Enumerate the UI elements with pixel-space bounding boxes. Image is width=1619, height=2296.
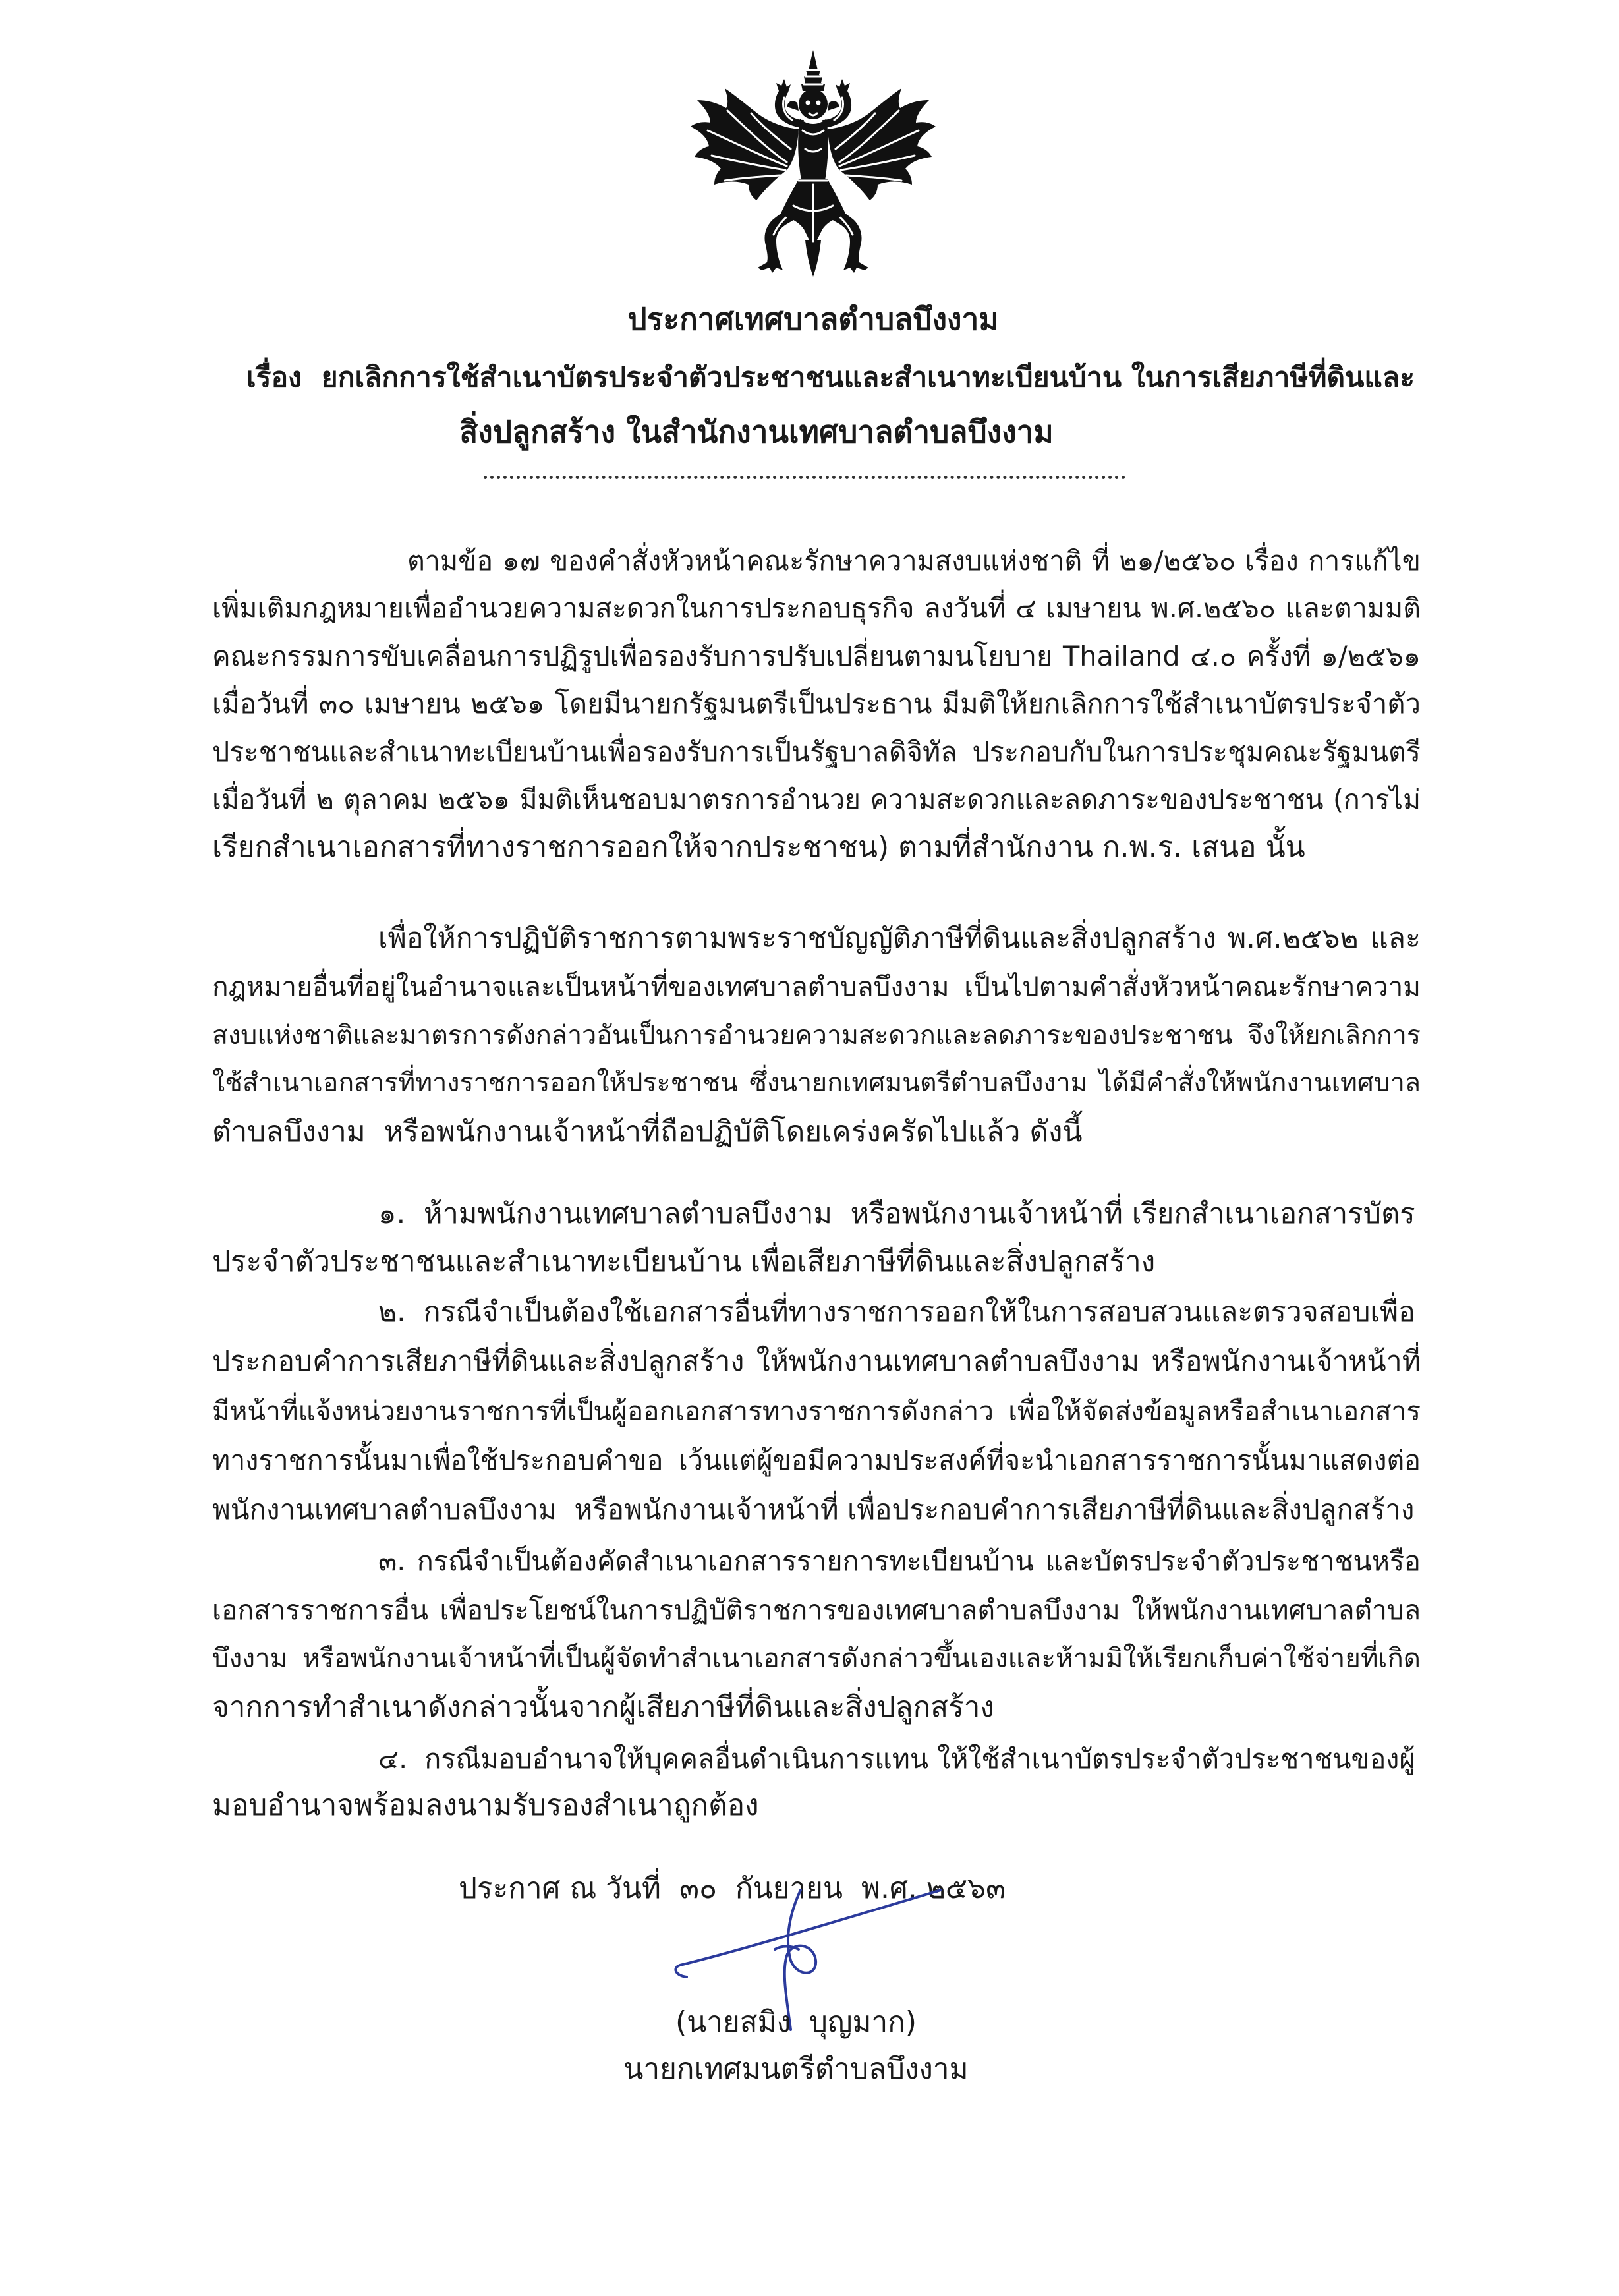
paragraph-2-line: ใช้สำเนาเอกสารที่ทางราชการออกให้ประชาชน ซึ่งนายกเทศมนตรีตำบลบึงงาม ได้มีคำสั่งให้พนักงานเทศบาล xyxy=(212,1068,1421,1098)
paragraph-2-line: ตำบลบึงงาม หรือพนักงานเจ้าหน้าที่ถือปฏิบัติโดยเคร่งครัดไปแล้ว ดังนี้ xyxy=(212,1115,1083,1149)
paragraph-1-line: เมื่อวันที่ ๓๐ เมษายน ๒๕๖๑ โดยมีนายกรัฐมนตรีเป็นประธาน มีมติให้ยกเลิกการใช้สำเนาบัตรประจำตัว xyxy=(212,687,1421,720)
item-2-line: ทางราชการนั้นมาเพื่อใช้ประกอบคำขอ เว้นแต่ผู้ขอมีความประสงค์ที่จะนำเอกสารราชการนั้นมาแสดงต่อ xyxy=(212,1445,1421,1476)
paragraph-2-line: กฎหมายอื่นที่อยู่ในอำนาจและเป็นหน้าที่ของเทศบาลตำบลบึงงาม เป็นไปตามคำสั่งหัวหน้าคณะรักษาความ xyxy=(212,971,1421,1002)
item-3-line: ๓. กรณีจำเป็นต้องคัดสำเนาเอกสารรายการทะเบียนบ้าน และบัตรประจำตัวประชาชนหรือ xyxy=(378,1545,1421,1577)
paragraph-1-line: ประชาชนและสำเนาทะเบียนบ้านเพื่อรองรับการเป็นรัฐบาลดิจิทัล ประกอบกับในการประชุมคณะรัฐมนตรี xyxy=(212,736,1421,768)
paragraph-1-line: คณะกรรมการขับเคลื่อนการปฏิรูปเพื่อรองรับการปรับเปลี่ยนตามนโยบาย Thailand ๔.๐ ครั้งที่ ๑/๒๕๖๑ xyxy=(212,641,1421,672)
paragraph-1-line: เรียกสำเนาเอกสารที่ทางราชการออกให้จากประชาชน) ตามที่สำนักงาน ก.พ.ร. เสนอ นั้น xyxy=(212,830,1305,864)
item-2-line: มีหน้าที่แจ้งหน่วยงานราชการที่เป็นผู้ออกเอกสารทางราชการดังกล่าว เพื่อให้จัดส่งข้อมูลหรือสำเนาเอกสาร xyxy=(212,1395,1421,1427)
paragraph-2-line: เพื่อให้การปฏิบัติราชการตามพระราชบัญญัติภาษีที่ดินและสิ่งปลูกสร้าง พ.ศ.๒๕๖๒ และ xyxy=(378,922,1421,955)
subject-line-1: เรื่อง ยกเลิกการใช้สำเนาบัตรประจำตัวประชาชนและสำเนาทะเบียนบ้าน ในการเสียภาษีที่ดินและ xyxy=(246,361,1415,394)
paragraph-1-line: เพิ่มเติมกฎหมายเพื่ออำนวยความสะดวกในการประกอบธุรกิจ ลงวันที่ ๔ เมษายน พ.ศ.๒๕๖๐ และตามมติ xyxy=(212,592,1421,624)
garuda-emblem-icon xyxy=(688,50,938,279)
announcement-date: ประกาศ ณ วันที่ ๓๐ กันยายน พ.ศ. ๒๕๖๓ xyxy=(459,1872,1006,1905)
signatory-position: นายกเทศมนตรีตำบลบึงงาม xyxy=(623,2052,969,2086)
dotted-divider xyxy=(484,476,1125,479)
paragraph-1-line: เมื่อวันที่ ๒ ตุลาคม ๒๕๖๑ มีมติเห็นชอบมาตรการอำนวย ความสะดวกและลดภาระของประชาชน (การไม่ xyxy=(212,784,1421,815)
signatory-name: (นายสมิง บุญมาก) xyxy=(675,2005,917,2039)
item-3-line: เอกสารราชการอื่น เพื่อประโยชน์ในการปฏิบัติราชการของเทศบาลตำบลบึงงาม ให้พนักงานเทศบาลตำบล xyxy=(212,1594,1421,1626)
item-1-line: ๑. ห้ามพนักงานเทศบาลตำบลบึงงาม หรือพนักงานเจ้าหน้าที่ เรียกสำเนาเอกสารบัตร xyxy=(378,1197,1415,1230)
paragraph-2-line: สงบแห่งชาติและมาตรการดังกล่าวอันเป็นการอำนวยความสะดวกและลดภาระของประชาชน จึงให้ยกเลิกการ xyxy=(212,1020,1421,1050)
item-3-line: บึงงาม หรือพนักงานเจ้าหน้าที่เป็นผู้จัดทำสำเนาเอกสารดังกล่าวขึ้นเองและห้ามมิให้เรียกเก็บค่าใช้จ่ายที่เกิด xyxy=(212,1643,1421,1674)
item-2-line: พนักงานเทศบาลตำบลบึงงาม หรือพนักงานเจ้าหน้าที่ เพื่อประกอบคำการเสียภาษีที่ดินและสิ่งปลูกสร้าง xyxy=(212,1493,1415,1526)
item-2-line: ประกอบคำการเสียภาษีที่ดินและสิ่งปลูกสร้าง ให้พนักงานเทศบาลตำบลบึงงาม หรือพนักงานเจ้าหน้าที่ xyxy=(212,1345,1421,1378)
paragraph-1-line: ตามข้อ ๑๗ ของคำสั่งหัวหน้าคณะรักษาความสงบแห่งชาติ ที่ ๒๑/๒๕๖๐ เรื่อง การแก้ไข xyxy=(407,545,1421,577)
item-1-line: ประจำตัวประชาชนและสำเนาทะเบียนบ้าน เพื่อเสียภาษีที่ดินและสิ่งปลูกสร้าง xyxy=(212,1245,1156,1278)
page-title: ประกาศเทศบาลตำบลบึงงาม xyxy=(627,301,999,337)
subject-line-2: สิ่งปลูกสร้าง ในสำนักงานเทศบาลตำบลบึงงาม xyxy=(459,414,1054,449)
item-4-line: มอบอำนาจพร้อมลงนามรับรองสำเนาถูกต้อง xyxy=(212,1789,759,1822)
item-2-line: ๒. กรณีจำเป็นต้องใช้เอกสารอื่นที่ทางราชการออกให้ในการสอบสวนและตรวจสอบเพื่อ xyxy=(378,1296,1415,1329)
item-4-line: ๔. กรณีมอบอำนาจให้บุคคลอื่นดำเนินการแทน ให้ใช้สำเนาบัตรประจำตัวประชาชนของผู้ xyxy=(378,1743,1415,1775)
item-3-line: จากการทำสำเนาดังกล่าวนั้นจากผู้เสียภาษีที่ดินและสิ่งปลูกสร้าง xyxy=(212,1690,994,1724)
